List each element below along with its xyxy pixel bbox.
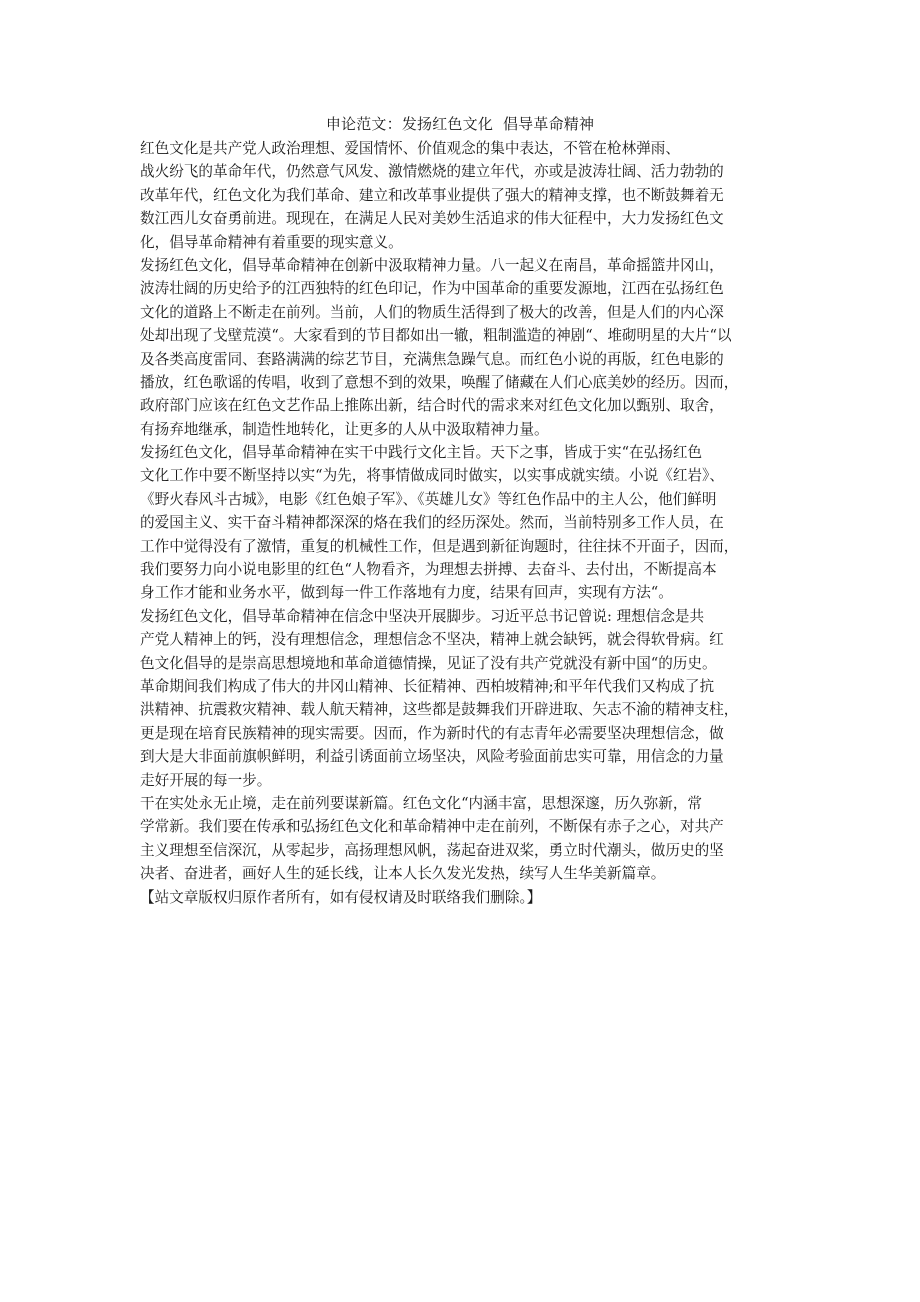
text-line: 战火纷飞的革命年代，仍然意气风发、激情燃烧的建立年代，亦或是波涛壮阔、活力勃勃的 (140, 163, 724, 181)
text-line: 《野火春风斗古城》，电影《红色娘子军》、《英雄儿女》等红色作品中的主人公，他们鲜明 (140, 490, 717, 508)
paragraph (140, 441, 820, 605)
text-line: 革命期间我们构成了伟大的井冈山精神、长征精神、西柏坡精神;和平年代我们又构成了抗 (140, 677, 715, 695)
text-line: 主义理想至信深沉，从零起步，高扬理想风帆，荡起奋进双桨，勇立时代潮头，做历史的坚 (140, 841, 724, 859)
paragraph (140, 254, 820, 441)
text-line: 色文化倡导的是崇高思想境地和革命道德情操，见证了没有共产党就没有新中国“的历史。 (140, 654, 717, 672)
paragraph (140, 886, 820, 909)
text-line: 到大是大非面前旗帜鲜明，利益引诱面前立场坚决，风险考验面前忠实可靠，用信念的力量 (140, 748, 724, 766)
text-line: 波涛壮阔的历史给予的江西独特的红色印记，作为中国革命的重要发源地，江西在弘扬红色 (140, 280, 724, 298)
text-line: 工作中觉得没有了激情，重复的机械性工作，但是遇到新征询题时，往往抹不开面子，因而， (140, 537, 739, 555)
text-line: 发扬红色文化，倡导革命精神在实干中践行文化主旨。天下之事，皆成于实“在弘扬红色 (140, 444, 703, 462)
paragraph (140, 605, 820, 792)
text-line: 改革年代，红色文化为我们革命、建立和改革事业提供了强大的精神支撑，也不断鼓舞着无 (140, 186, 724, 204)
text-line: 化，倡导革命精神有着重要的现实意义。 (140, 233, 403, 251)
text-line: 我们要努力向小说电影里的红色“人物看齐，为理想去拼搏、去奋斗、去付出，不断提高本 (140, 561, 717, 579)
text-line: 发扬红色文化，倡导革命精神在信念中坚决开展脚步。习近平总书记曾说: 理想信念是共 (140, 607, 705, 625)
paragraph (140, 792, 820, 886)
text-line: 决者、奋进者，画好人生的延长线，让本人长久发光发热，续写人生华美新篇章。 (140, 865, 666, 883)
text-line: 及各类高度雷同、套路满满的综艺节目，充满焦急躁气息。而红色小说的再版，红色电影的 (140, 350, 724, 368)
text-line: 更是现在培育民族精神的现实需要。因而，作为新时代的有志青年必需要坚决理想信念，做 (140, 724, 724, 742)
text-line: 数江西儿女奋勇前进。现现在，在满足人民对美妙生活追求的伟大征程中，大力发扬红色文 (140, 210, 724, 228)
text-line: 处却出现了戈壁荒漠“。大家看到的节目都如出一辙，粗制滥造的神剧“、堆砌明星的大片“以 (140, 327, 732, 345)
text-line: 发扬红色文化，倡导革命精神在创新中汲取精神力量。八一起义在南昌，革命摇篮井冈山， (140, 256, 724, 274)
text-line: 身工作才能和业务水平，做到每一件工作落地有力度，结果有回声，实现有方法“。 (140, 584, 673, 602)
text-line: 有扬弃地继承，制造性地转化，让更多的人从中汲取精神力量。 (140, 420, 549, 438)
document-body (140, 137, 820, 909)
text-line: 播放，红色歌谣的传唱，收到了意想不到的效果，唤醒了储藏在人们心底美妙的经历。因而， (140, 373, 739, 391)
text-line: 走好开展的每一步。 (140, 771, 272, 789)
text-line: 产党人精神上的钙，没有理想信念，理想信念不坚决，精神上就会缺钙，就会得软骨病。红 (140, 631, 724, 649)
paragraph (140, 137, 820, 254)
text-line: 红色文化是共产党人政治理想、爱国情怀、价值观念的集中表达，不管在枪林弹雨、 (140, 140, 680, 157)
text-line: 学常新。我们要在传承和弘扬红色文化和革命精神中走在前列，不断保有赤子之心，对共产 (140, 818, 724, 836)
text-line: 的爱国主义、实干奋斗精神都深深的烙在我们的经历深处。然而，当前特别多工作人员，在 (140, 514, 724, 532)
text-line: 干在实处永无止境，走在前列要谋新篇。红色文化“内涵丰富，思想深邃，历久弥新，常 (140, 794, 703, 812)
text-line: 文化的道路上不断走在前列。当前，人们的物质生活得到了极大的改善，但是人们的内心深 (140, 303, 724, 321)
text-line: 【站文章版权归原作者所有，如有侵权请及时联络我们删除。】 (140, 888, 542, 906)
document-title: 申论范文：发扬红色文化 倡导革命精神 (325, 115, 595, 133)
text-line: 文化工作中要不断坚持以实“为先，将事情做成同时做实，以实事成就实绩。小说《红岩》、 (140, 467, 724, 485)
text-line: 洪精神、抗震救灾精神、载人航天精神，这些都是鼓舞我们开辟进取、矢志不渝的精神支柱， (140, 701, 739, 719)
text-line: 政府部门应该在红色文艺作品上推陈出新，结合时代的需求来对红色文化加以甄别、取舍， (140, 397, 724, 415)
